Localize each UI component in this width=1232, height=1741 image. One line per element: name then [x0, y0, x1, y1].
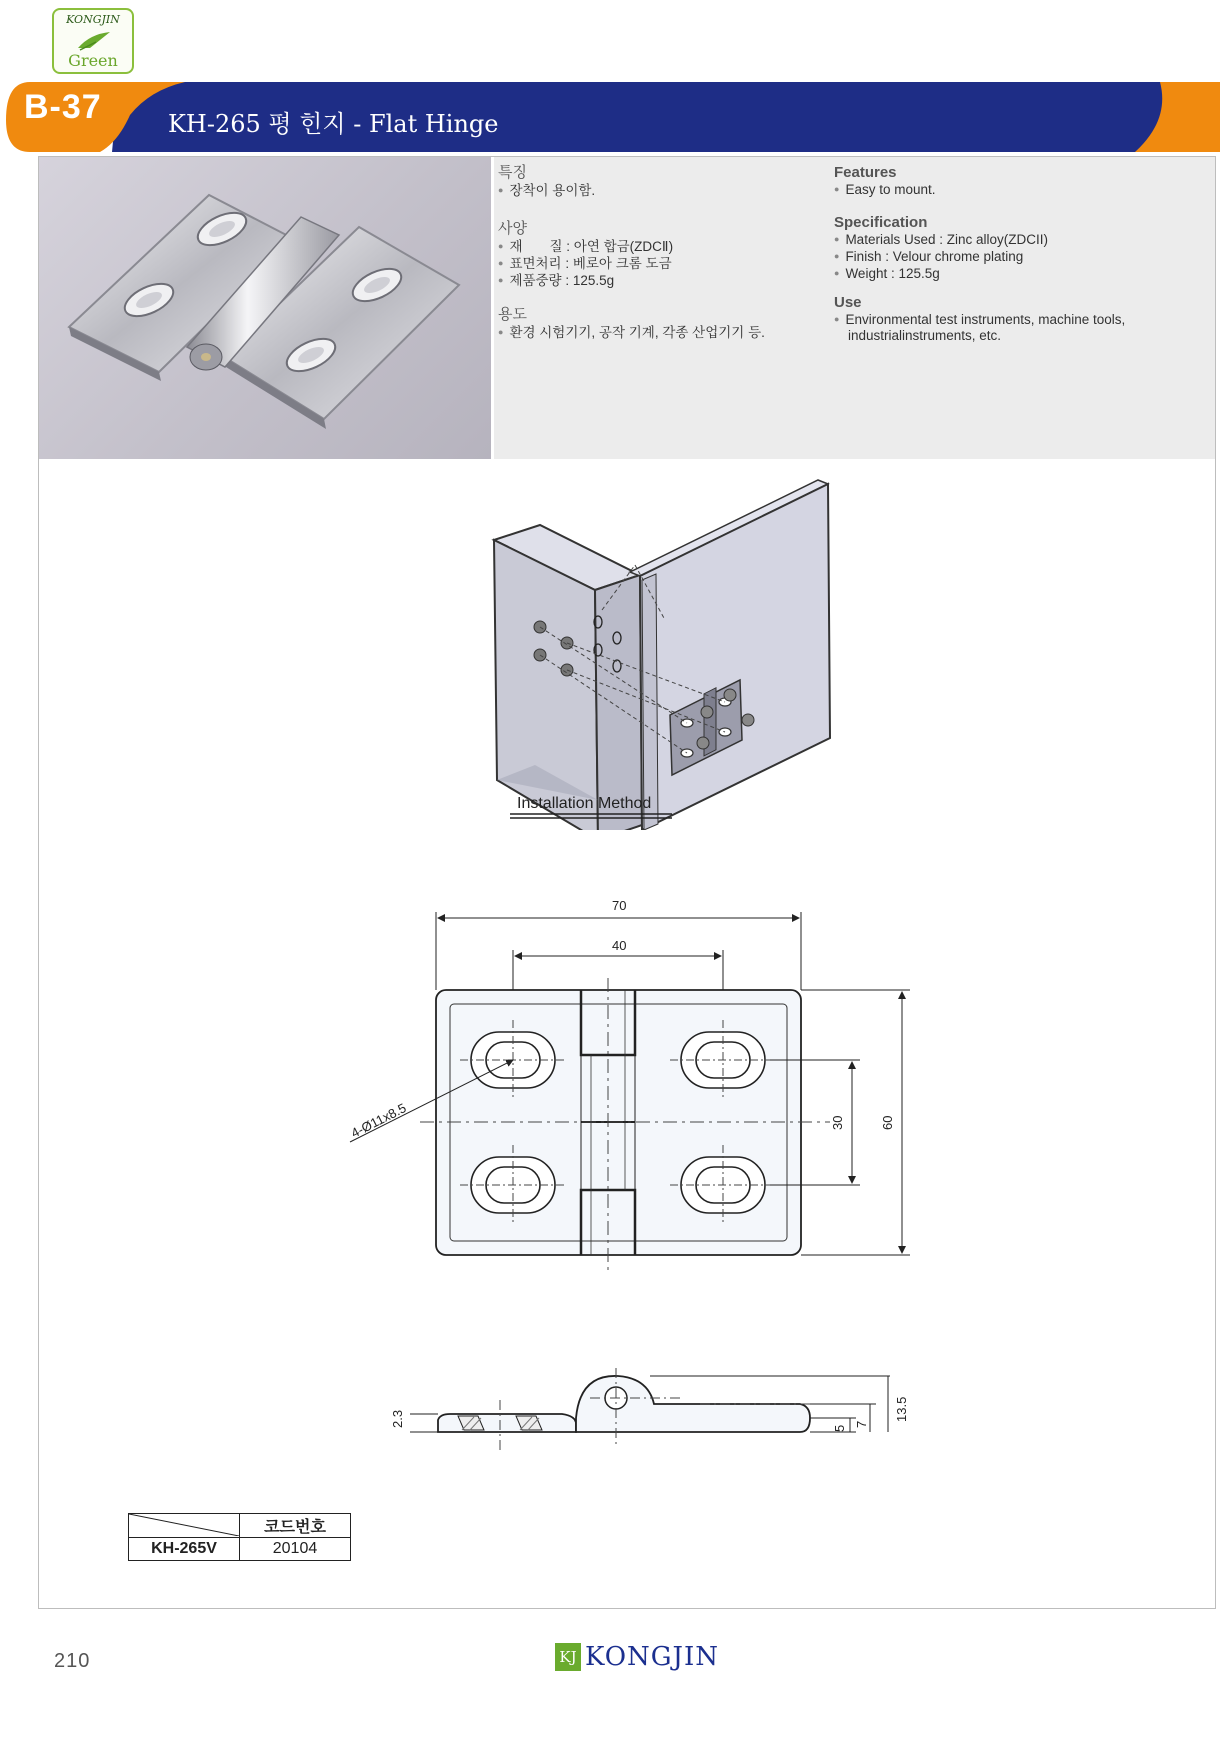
footer-brand [555, 1642, 719, 1672]
page-number: 210 [54, 1650, 91, 1672]
page-title: KH-265 평 힌지 - Flat Hinge [168, 110, 499, 138]
table-header-code: 코드번호 [240, 1514, 351, 1538]
en-spec-material: ● Materials Used : Zinc alloy(ZDCII) [834, 231, 1214, 248]
front-view-drawing [330, 890, 950, 1310]
english-spec [834, 164, 1214, 344]
en-use-heading: Use [834, 294, 862, 311]
table-row [129, 1538, 351, 1561]
installation-diagram [480, 470, 840, 830]
spec-panel [494, 157, 1215, 459]
korean-spec [498, 161, 838, 341]
side-view-drawing [380, 1360, 940, 1460]
en-spec-weight: ● Weight : 125.5g [834, 265, 1214, 282]
kr-features-heading: 특징 [498, 163, 527, 181]
table-header-row [129, 1514, 351, 1538]
code-table [128, 1513, 351, 1561]
logo-bottom-text: Green [68, 51, 118, 70]
dim-side-13-5: 13.5 [894, 1396, 909, 1422]
en-features-heading: Features [834, 164, 897, 181]
kr-spec-finish: ● 표면처리 : 베로아 크롬 도금 [498, 255, 838, 272]
installation-caption: Installation Method [517, 795, 652, 812]
dim-hole-spec: 4-Ø11x8.5 [348, 1100, 409, 1141]
kr-use-item: ● 환경 시험기기, 공작 기계, 각종 산업기기 등. [498, 324, 838, 341]
dim-width-total: 70 [612, 898, 627, 913]
brand-mark: KJ [555, 1643, 581, 1671]
dim-hole-spacing-y: 30 [830, 1115, 845, 1130]
leaf-icon [76, 30, 112, 52]
kr-feature-item: ● 장착이 용이함. [498, 182, 838, 199]
kr-use-heading: 용도 [498, 305, 527, 323]
product-photo [39, 157, 491, 459]
kr-spec-weight: ● 제품중량 : 125.5g [498, 272, 838, 289]
dim-side-7: 7 [854, 1420, 869, 1428]
dim-side-5: 5 [832, 1424, 847, 1432]
kr-spec-heading: 사양 [498, 219, 527, 237]
table-cell-model: KH-265V [129, 1538, 240, 1561]
logo-top-text: KONGJIN [66, 13, 120, 26]
table-cell-code: 20104 [240, 1538, 351, 1561]
dim-hole-spacing-x: 40 [612, 938, 627, 953]
en-spec-heading: Specification [834, 214, 928, 231]
catalog-code: B-37 [24, 88, 102, 126]
dim-plate-thickness: 2.3 [390, 1409, 405, 1428]
dim-height-total: 60 [880, 1115, 895, 1130]
en-feature-item: ● Easy to mount. [834, 181, 1214, 198]
kr-spec-material: ● 재 질 : 아연 합금(ZDCⅡ) [498, 238, 838, 255]
kongjin-green-logo [52, 8, 134, 74]
en-use-line2: industrialinstruments, etc. [848, 328, 1002, 343]
en-spec-finish: ● Finish : Velour chrome plating [834, 248, 1214, 265]
brand-name: KONGJIN [585, 1642, 720, 1672]
en-use-line1: ● Environmental test instruments, machine tools, [834, 311, 1214, 328]
table-corner-cell [129, 1514, 240, 1538]
